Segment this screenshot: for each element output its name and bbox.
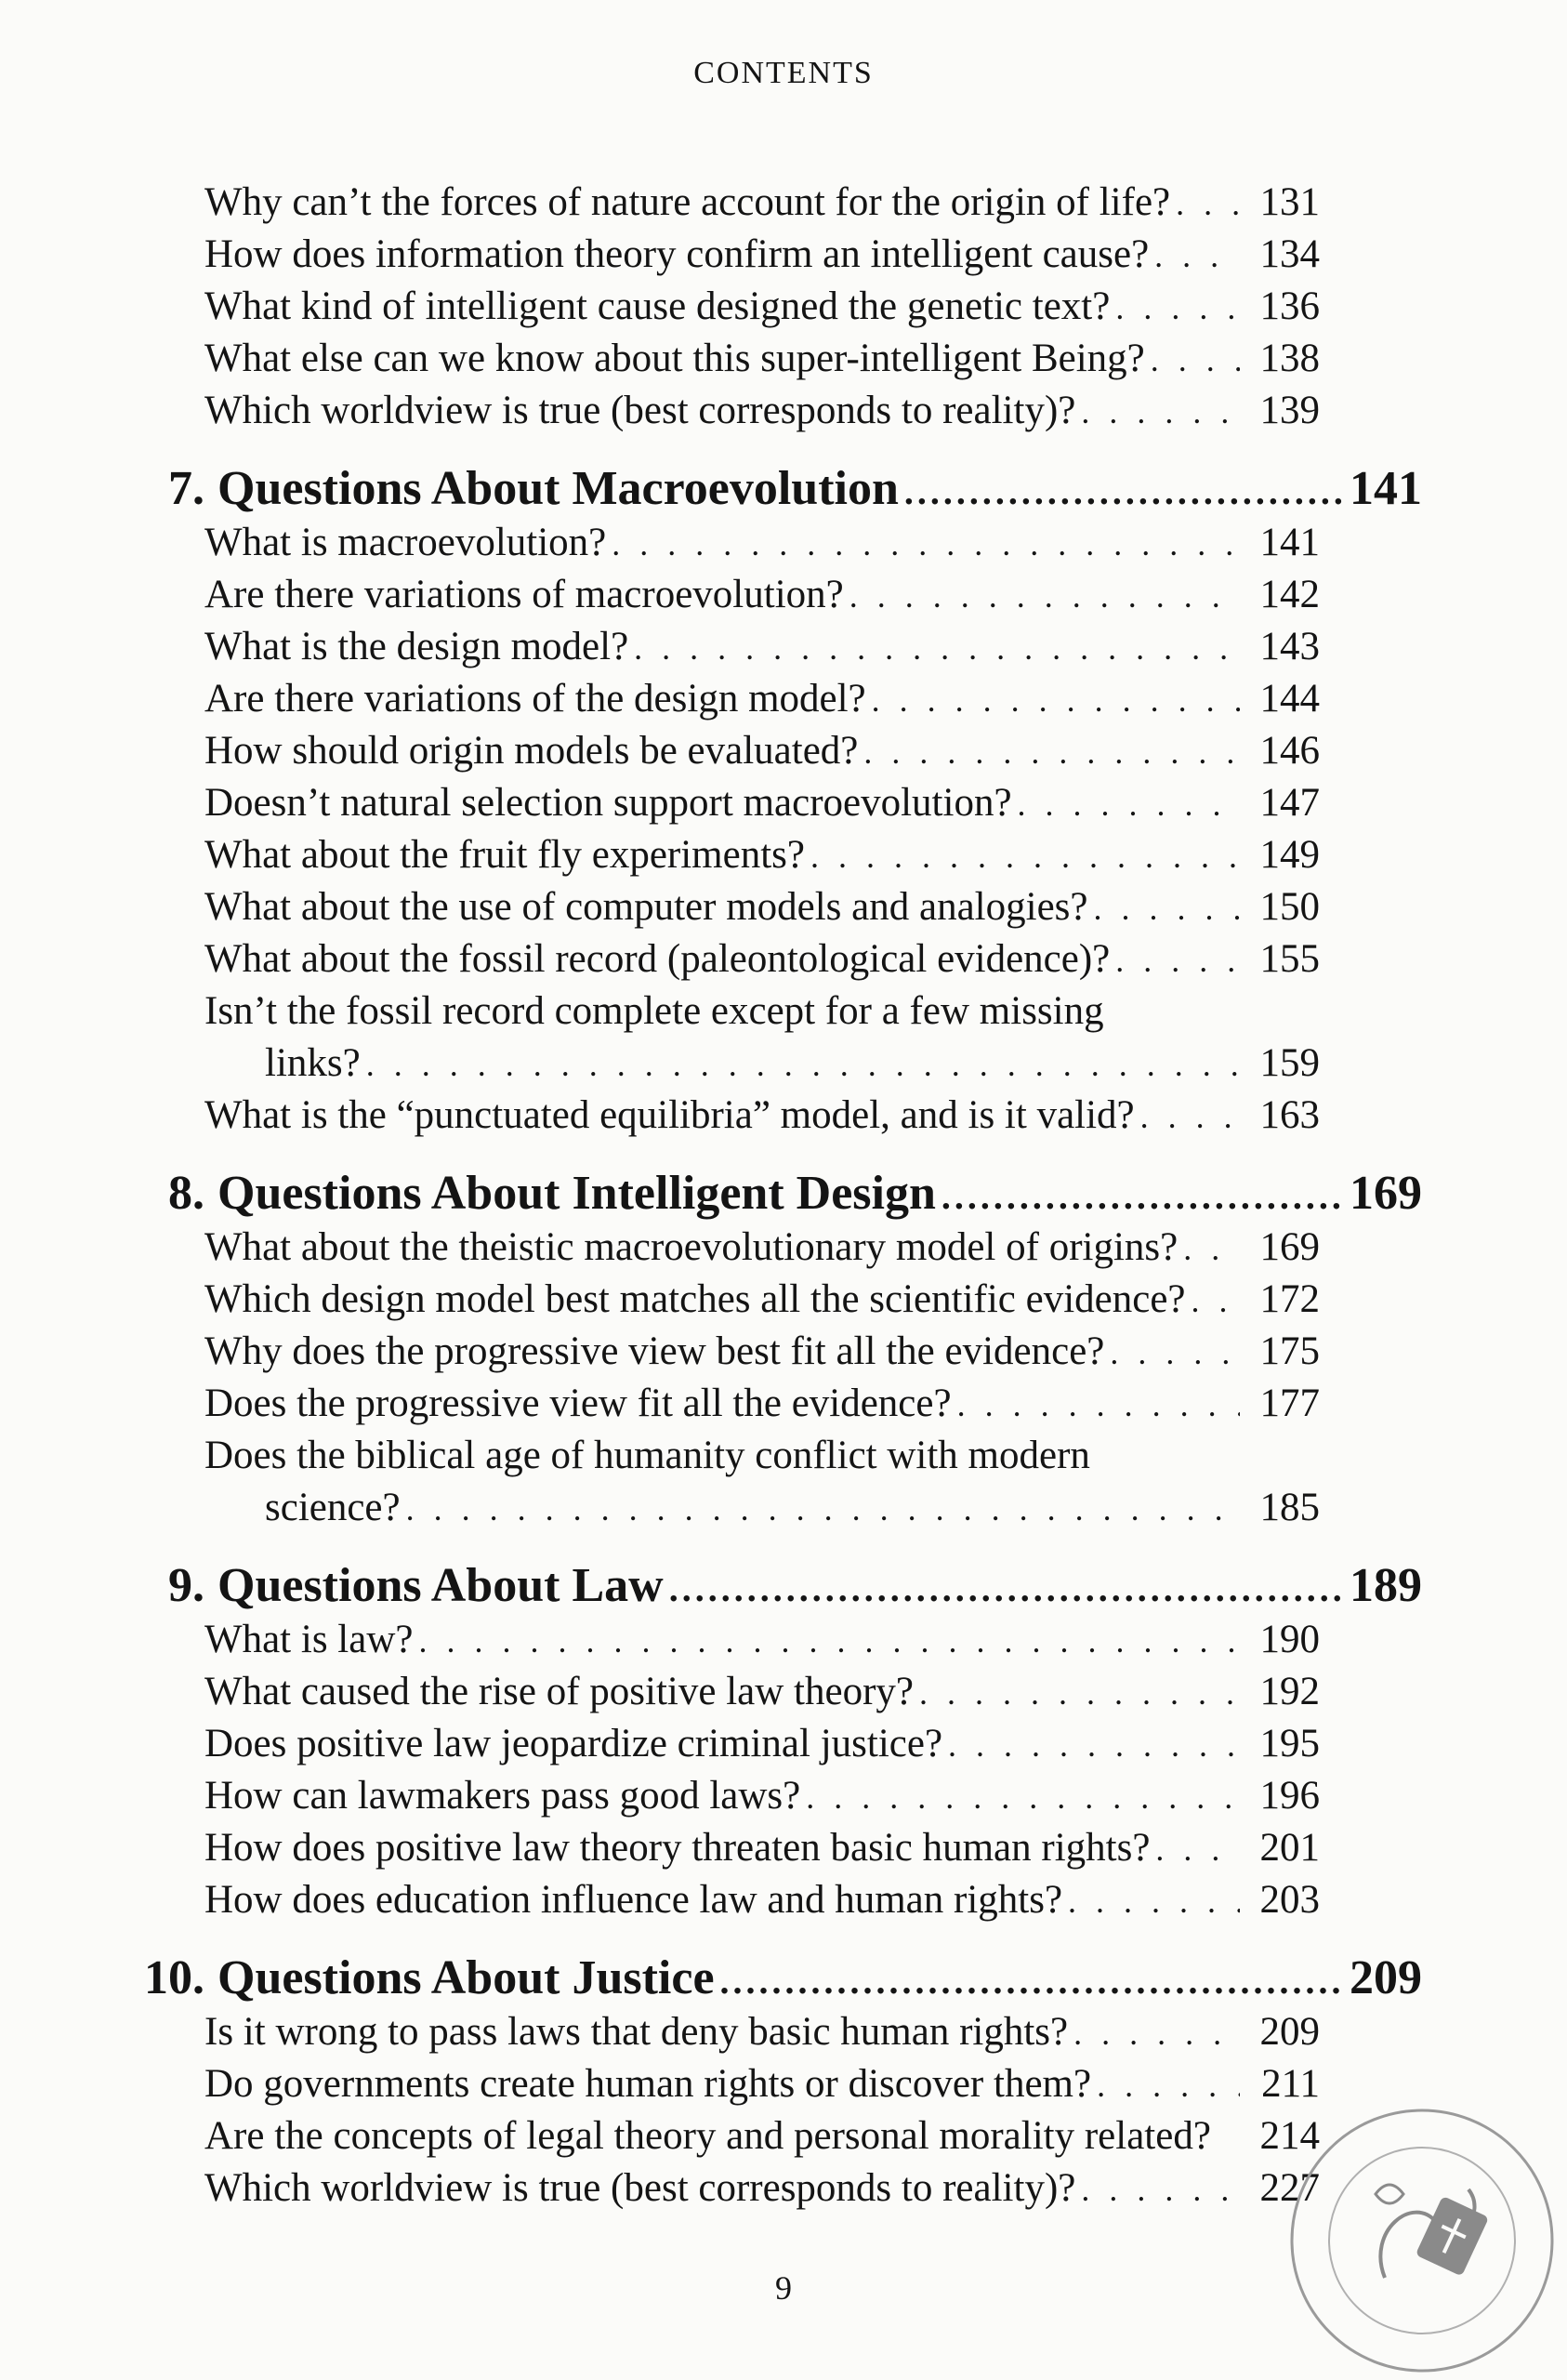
toc-entry-page: 141 (1259, 521, 1320, 564)
toc-entry (204, 1718, 1320, 1770)
toc-entry-title: What about the fruit fly experiments? (204, 833, 805, 877)
toc-entry-page: 211 (1261, 2062, 1320, 2106)
toc-entry-title: What is macroevolution? (204, 521, 607, 564)
toc-entry-page: 185 (1259, 1486, 1320, 1529)
toc-entry-page: 169 (1259, 1225, 1320, 1269)
toc-entry (204, 1666, 1320, 1718)
toc-entry (204, 1770, 1320, 1822)
leader-dots (1081, 2163, 1240, 2215)
toc-entry-title: What is law? (204, 1618, 414, 1661)
toc-entry (204, 673, 1320, 725)
leader-dots (418, 1615, 1240, 1667)
toc-entry-page: 134 (1259, 232, 1320, 276)
toc-entry-page: 150 (1259, 885, 1320, 929)
toc-entry (204, 829, 1320, 881)
leader-dots (1140, 1091, 1240, 1143)
toc-entry-page: 143 (1259, 625, 1320, 668)
toc-entry (204, 2006, 1320, 2058)
toc-entry-title: Doesn’t natural selection support macroevolution? (204, 781, 1012, 825)
leader-dots (1018, 778, 1240, 830)
toc-entry (204, 333, 1320, 385)
toc-entry (265, 1038, 1320, 1090)
leader-dots (1192, 1275, 1241, 1327)
toc-entry-page: 175 (1259, 1329, 1320, 1373)
toc-entry-title: Which worldview is true (best corresponds to reality)? (204, 389, 1076, 432)
toc-entry (204, 621, 1320, 673)
toc-entry-page: 144 (1259, 677, 1320, 721)
toc-entry (204, 1874, 1320, 1926)
toc-entry-page: 138 (1259, 337, 1320, 380)
toc-entry (204, 1822, 1320, 1874)
toc-entry (204, 1326, 1320, 1378)
leader-dots (406, 1483, 1240, 1535)
toc-entry (204, 881, 1320, 933)
leader-dots (806, 1771, 1240, 1823)
toc-entry-title: What is the design model? (204, 625, 629, 668)
toc-entry-page: 136 (1259, 284, 1320, 328)
toc-entry-title: Is it wrong to pass laws that deny basic human rights? (204, 2010, 1069, 2054)
toc-entry (204, 229, 1320, 281)
toc-entry-page: 196 (1259, 1774, 1320, 1818)
toc-entry (204, 2058, 1320, 2110)
toc-entry-title: Do governments create human rights or discover them? (204, 2062, 1092, 2106)
toc-entry-page: 149 (1259, 833, 1320, 877)
toc-entry-page: 195 (1259, 1722, 1320, 1765)
leader-dots (1097, 2059, 1240, 2111)
chapter-page: 169 (1350, 1167, 1422, 1220)
leader-dots (1081, 386, 1240, 438)
toc-entry (204, 177, 1320, 229)
toc-entry-page: 159 (1259, 1041, 1320, 1085)
toc-entry-title-line: Isn’t the fossil record complete except for a few missing (204, 989, 1104, 1033)
toc-entry-title: What else can we know about this super-intelligent Being? (204, 337, 1145, 380)
toc-entry (265, 1482, 1320, 1534)
toc-entry (204, 1614, 1320, 1666)
leader-dots (720, 1951, 1344, 2011)
bookstore-watermark-stamp (1273, 2092, 1561, 2380)
toc-entry-title: Does positive law jeopardize criminal justice? (204, 1722, 943, 1765)
toc-entry-page: 201 (1259, 1826, 1320, 1870)
toc-entry-title: How does positive law theory threaten basic human rights? (204, 1826, 1151, 1870)
toc-entry-page: 155 (1259, 937, 1320, 981)
toc-entry-page: 190 (1259, 1618, 1320, 1661)
toc-entry (204, 1090, 1320, 1142)
running-header: CONTENTS (693, 56, 874, 90)
toc-entry-title: Which design model best matches all the scientific evidence? (204, 1277, 1186, 1321)
leader-dots (1115, 282, 1240, 334)
chapter-number: 8. (168, 1167, 204, 1220)
toc-entry-page: 214 (1259, 2114, 1320, 2158)
toc-entry-title: What is the “punctuated equilibria” model, and is it valid? (204, 1093, 1135, 1137)
toc-entry-title: science? (265, 1486, 401, 1529)
leader-dots (1151, 334, 1240, 386)
toc-entry-page: 139 (1259, 389, 1320, 432)
leader-dots (1176, 178, 1240, 230)
toc-entry-page: 192 (1259, 1670, 1320, 1713)
toc-entry-title: How does education influence law and human rights? (204, 1878, 1063, 1922)
chapter-heading (102, 1556, 1422, 1616)
chapter-number: 10. (144, 1951, 204, 2004)
toc-entry-title: Why does the progressive view best fit all the evidence? (204, 1329, 1105, 1373)
toc-entry (204, 517, 1320, 569)
leader-dots (669, 1559, 1344, 1619)
leader-dots (849, 570, 1240, 622)
leader-dots (942, 1167, 1344, 1226)
toc-entry-title: Does the progressive view fit all the evidence? (204, 1382, 952, 1425)
toc-entry-title: How does information theory confirm an intelligent cause? (204, 232, 1150, 276)
toc-entry (204, 281, 1320, 333)
toc-entry-title: What about the fossil record (paleontological evidence)? (204, 937, 1111, 981)
leader-dots (612, 518, 1240, 570)
toc-entry (204, 725, 1320, 777)
toc-entry-title: What about the theistic macroevolutionary model of origins? (204, 1225, 1179, 1269)
leader-dots (1110, 1327, 1240, 1379)
toc-entry-title: links? (265, 1041, 361, 1085)
toc-entry (204, 569, 1320, 621)
toc-entry-title: Are there variations of macroevolution? (204, 573, 844, 616)
toc-entry-title: Are there variations of the design model? (204, 677, 866, 721)
chapter-title: Questions About Law (217, 1559, 664, 1612)
leader-dots (366, 1038, 1240, 1091)
toc-entry (204, 1378, 1320, 1430)
chapter-page: 209 (1350, 1951, 1422, 2004)
leader-dots (1115, 934, 1240, 986)
leader-dots (1073, 2007, 1240, 2059)
toc-entry-title: Why can’t the forces of nature account for the origin of life? (204, 180, 1171, 224)
toc-entry (204, 2162, 1320, 2215)
toc-entry-page: 147 (1259, 781, 1320, 825)
toc-entry-title: How should origin models be evaluated? (204, 729, 859, 773)
toc-entry (204, 1274, 1320, 1326)
leader-dots (948, 1719, 1240, 1771)
toc-entry-title: What caused the rise of positive law theory? (204, 1670, 914, 1713)
page-number: 9 (775, 2269, 792, 2307)
toc-entry (204, 1222, 1320, 1274)
leader-dots (634, 622, 1240, 674)
leader-dots (863, 726, 1240, 778)
toc-entry (204, 933, 1320, 985)
toc-entry-title: Are the concepts of legal theory and personal morality related? (204, 2114, 1211, 2158)
leader-dots (919, 1667, 1240, 1719)
leader-dots (872, 674, 1240, 726)
leader-dots (1068, 1875, 1240, 1927)
chapter-heading (102, 1949, 1422, 2008)
toc-entry-page: 172 (1259, 1277, 1320, 1321)
toc-entry-page: 209 (1259, 2010, 1320, 2054)
leader-dots (1183, 1223, 1240, 1275)
chapter-heading (102, 1164, 1422, 1223)
chapter-number: 9. (168, 1559, 204, 1612)
toc-entry-page: 146 (1259, 729, 1320, 773)
toc-entry-page: 177 (1259, 1382, 1320, 1425)
toc-entry-page: 142 (1259, 573, 1320, 616)
toc-entry (204, 777, 1320, 829)
toc-entry-title: Which worldview is true (best corresponds to reality)? (204, 2166, 1076, 2210)
toc-entry-page: 163 (1259, 1093, 1320, 1137)
chapter-title: Questions About Justice (217, 1951, 715, 2004)
leader-dots (904, 462, 1344, 522)
toc-entry-page: 203 (1259, 1878, 1320, 1922)
toc-entry-title: How can lawmakers pass good laws? (204, 1774, 801, 1818)
leader-dots (1154, 230, 1240, 282)
toc-entry-page: 227 (1259, 2166, 1320, 2210)
leader-dots (810, 830, 1240, 882)
chapter-heading (102, 459, 1422, 519)
toc-entry (204, 385, 1320, 437)
chapter-page: 189 (1350, 1559, 1422, 1612)
chapter-page: 141 (1350, 462, 1422, 515)
toc-entry-page: 131 (1259, 180, 1320, 224)
leader-dots (957, 1379, 1240, 1431)
toc-entry (204, 2110, 1320, 2162)
leader-dots (1155, 1823, 1240, 1875)
toc-entry-title: What about the use of computer models and analogies? (204, 885, 1088, 929)
chapter-title: Questions About Macroevolution (217, 462, 899, 515)
chapter-title: Questions About Intelligent Design (217, 1167, 936, 1220)
leader-dots (1093, 882, 1240, 934)
toc-entry-title-line: Does the biblical age of humanity conflict with modern (204, 1434, 1090, 1477)
toc-entry-title: What kind of intelligent cause designed the genetic text? (204, 284, 1111, 328)
chapter-number: 7. (168, 462, 204, 515)
